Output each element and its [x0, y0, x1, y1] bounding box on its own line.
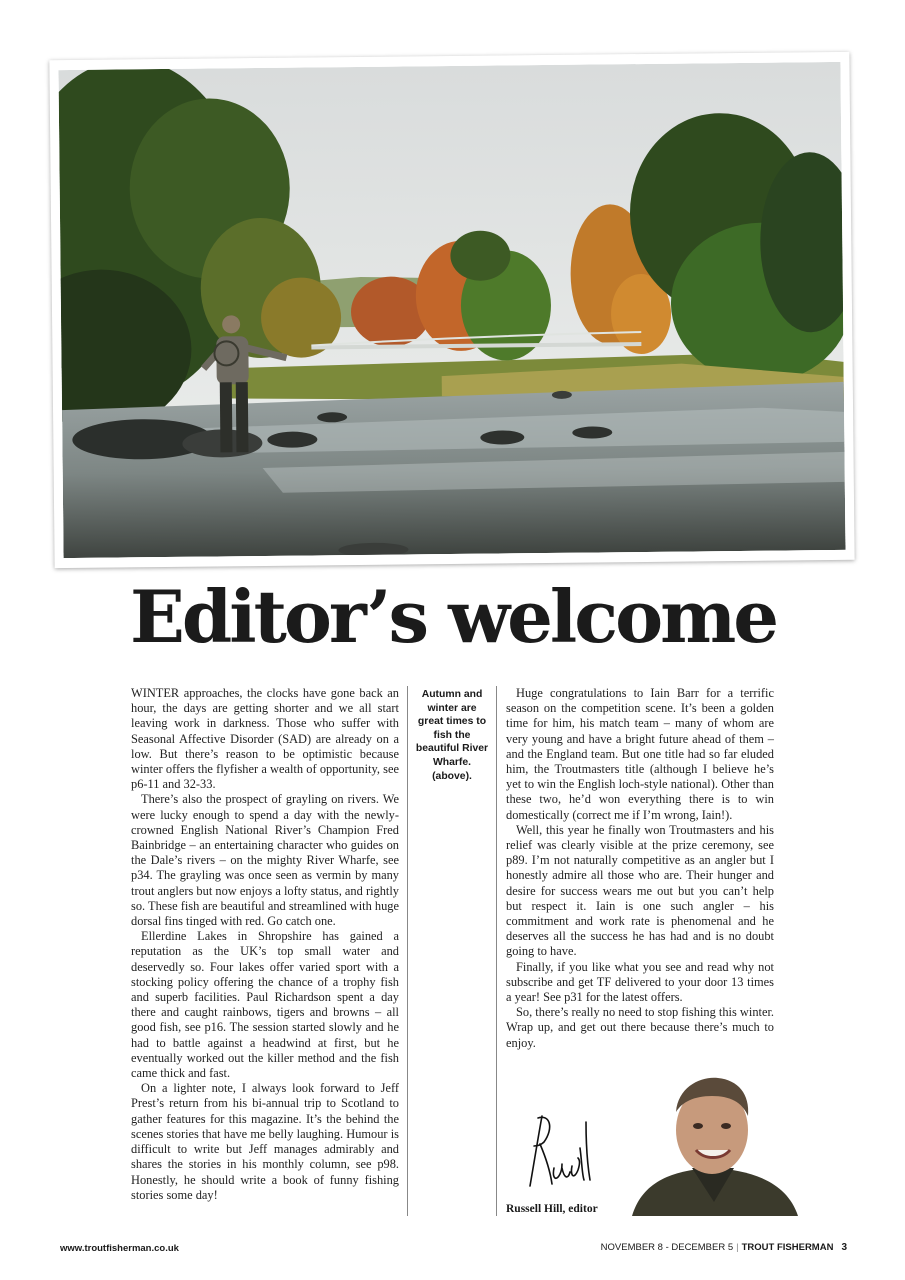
paragraph: There’s also the prospect of grayling on rivers. We were lucky enough to spend a day with the newly-crowned English National River’s Champion Fred Bainbridge – an entertaining character who guides on the Dale’s rivers – on the mighty River Wharfe, see p34. The grayling was once seen as vermin by many trout anglers but now enjoys a lofty status, and rightly so. These fish are beautiful and streamlined with huge dorsal fins tinged with red. Go catch one.: [131, 792, 399, 929]
footer-website: www.troutfisherman.co.uk: [60, 1243, 179, 1254]
column-divider: [496, 686, 497, 1216]
article-column-left: [131, 686, 399, 1203]
paragraph: Ellerdine Lakes in Shropshire has gained a reputation as the UK’s top small water and deservedly so. Four lakes offer varied sport with a stocking policy offering the chance of a trophy fish and superb facilities. Paul Richardson spent a day there and caught rainbows, tigers and browns – all good fish, see p16. The session started slowly and he had to battle against a headwind at first, but he eventually worked out the killer method and the fish came thick and fast.: [131, 929, 399, 1081]
photo-caption: Autumn and winter are great times to fish the beautiful River Wharfe. (above).: [415, 689, 489, 782]
author-credit: Russell Hill, editor: [506, 1203, 598, 1215]
editor-portrait: [622, 1072, 806, 1216]
footer-issue-info: [601, 1242, 847, 1253]
page-number: 3: [841, 1242, 847, 1253]
handwritten-signature: [520, 1108, 600, 1198]
footer-dates: NOVEMBER 8 - DECEMBER 5: [600, 1242, 734, 1253]
river-photo: [58, 62, 845, 558]
paragraph: WINTER approaches, the clocks have gone back an hour, the days are getting shorter and we all start leaving work in darkness. Those who suffer with Seasonal Affective Disorder (SAD) are already on a low. But there’s reason to be optimistic because winter offers the flyfisher a wealth of opportunity, see p6-11 and 32-33.: [131, 686, 399, 792]
page-title: Editor’s welcome: [130, 574, 777, 659]
paragraph: On a lighter note, I always look forward to Jeff Prest’s return from his bi-annual trip to Scotland to gather features for this magazine. It’s the behind the scenes stories that have me belly laughing. Humour is difficult to write but Jeff manages admirably and shares the stories in his monthly column, see p98. Honestly, he should write a book of funny fishing stories some day!: [131, 1081, 399, 1202]
paragraph: Well, this year he finally won Troutmasters and his relief was clearly visible at the prize ceremony, see p89. I’m not naturally competitive as an angler but I honestly admire all those who are. Their hunger and desire for success wears me out but you can’t help but respect it. Iain is one such angler – his commitment and work rate is phenomenal and he deserves all the success he has had and is no doubt going to have.: [506, 822, 774, 959]
paragraph: Finally, if you like what you see and read why not subscribe and get TF delivered to your door 13 times a year! See p31 for the latest offers.: [506, 959, 774, 1005]
footer-magazine-name: TROUT FISHERMAN: [741, 1242, 834, 1253]
paragraph: Huge congratulations to Iain Barr for a terrific season on the competition scene. It’s been a golden time for him, his match team – many of whom are very young and have a bright future ahead of them – and the England team. But one title had so far eluded him, the Troutmasters title (although I believe he’s yet to win the English loch-style national). Other than these two, he’d won everything there is to win domestically (correct me if I’m wrong, Iain!).: [506, 686, 774, 822]
article-column-right: [506, 686, 774, 1051]
column-divider: [407, 686, 408, 1216]
hero-photo-frame: [49, 52, 854, 568]
paragraph: So, there’s really no need to stop fishing this winter. Wrap up, and get out there because there’s much to enjoy.: [506, 1005, 774, 1050]
footer-separator: |: [736, 1242, 739, 1253]
